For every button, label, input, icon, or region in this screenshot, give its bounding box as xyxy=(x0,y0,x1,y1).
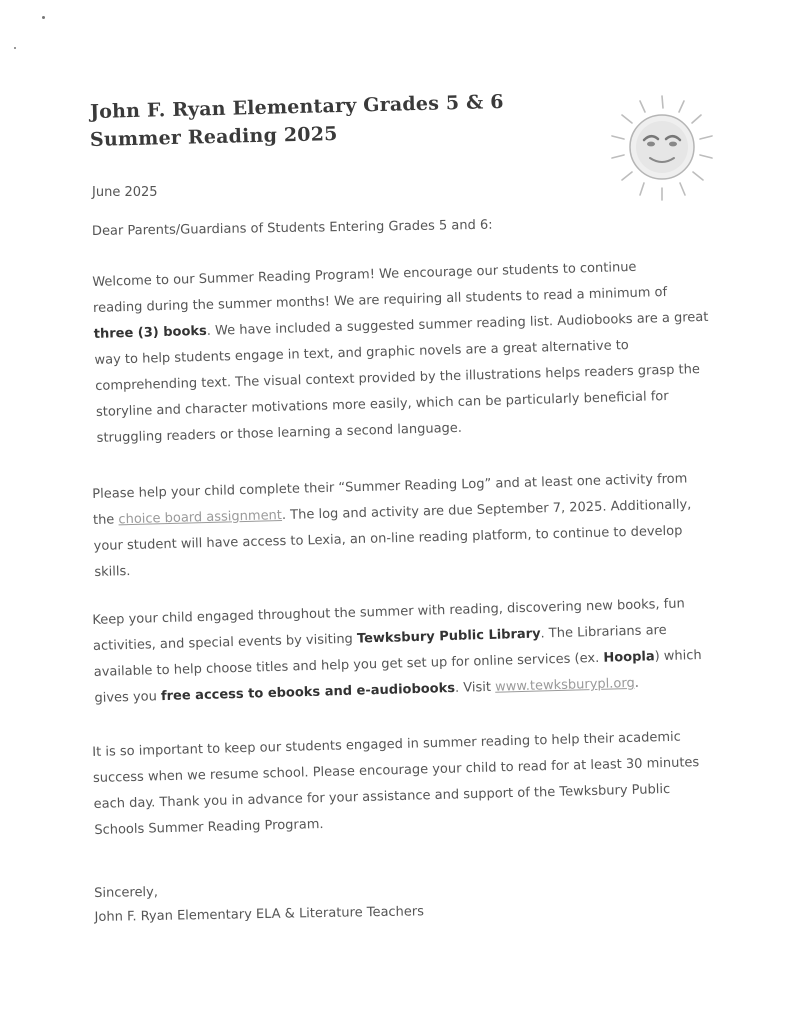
paragraph-reading-log xyxy=(92,466,715,586)
paragraph-line: Schools Summer Reading Program. xyxy=(94,816,324,838)
library-website-link[interactable]: www.tewksburypl.org xyxy=(494,675,635,695)
letter-greeting: Dear Parents/Guardians of Students Entering Grades 5 and 6: xyxy=(91,217,493,239)
paragraph-line: Please help your child complete their “Summer Reading Log” and at least one activity from xyxy=(92,471,688,502)
paragraph-line: the choice board assignment. The log and activity are due September 7, 2025. Additionally, xyxy=(92,497,692,528)
paragraph-line: storyline and character motivations more easily, which can be particularly beneficial for xyxy=(95,388,669,420)
letter-title-line-1: John F. Ryan Elementary Grades 5 & 6 xyxy=(89,90,504,124)
emphasis-text: free access to ebooks and e-audiobooks xyxy=(160,680,456,705)
emphasis-text: Hoopla xyxy=(603,649,655,666)
paragraph-line: skills. xyxy=(94,564,131,580)
emphasis-text: three (3) books xyxy=(93,323,208,342)
letter-date: June 2025 xyxy=(92,185,158,200)
emphasis-text: Tewksbury Public Library xyxy=(356,626,541,647)
paragraph-line: success when we resume school. Please encourage your child to read for at least 30 minutes xyxy=(92,755,700,786)
paragraph-line: It is so important to keep our students engaged in summer reading to help their academic xyxy=(92,729,682,760)
paragraph-line: comprehending text. The visual context provided by the illustrations helps readers grasp the xyxy=(95,362,701,394)
paragraph-line: Welcome to our Summer Reading Program! We encourage our students to continue xyxy=(92,259,637,290)
paragraph-line: activities, and special events by visiting Tewksbury Public Library. The Librarians are xyxy=(92,622,667,654)
scan-speck xyxy=(42,16,45,19)
paragraph-encouragement xyxy=(92,724,715,844)
paragraph-library xyxy=(92,591,715,712)
paragraph-line: your student will have access to Lexia, an on-line reading platform, to continue to develop xyxy=(93,523,683,554)
paragraph-line: available to help choose titles and help you get set up for online services (ex. Hoopla) which xyxy=(93,647,702,680)
scan-speck xyxy=(14,47,16,49)
signature-line: John F. Ryan Elementary ELA & Literature Teachers xyxy=(94,904,425,925)
paragraph-line: three (3) books. We have included a suggested summer reading list. Audiobooks are a great xyxy=(93,309,709,342)
letter-closing xyxy=(94,876,424,930)
paragraph-line: each day. Thank you in advance for your assistance and support of the Tewksbury Public xyxy=(93,781,671,812)
sun-icon xyxy=(600,88,724,208)
paragraph-welcome xyxy=(92,253,717,452)
paragraph-line: reading during the summer months! We are requiring all students to read a minimum of xyxy=(92,284,668,316)
paragraph-line: struggling readers or those learning a second language. xyxy=(96,420,463,446)
letter-title-line-2: Summer Reading 2025 xyxy=(89,122,338,152)
paragraph-line: Keep your child engaged throughout the summer with reading, discovering new books, fun xyxy=(92,596,685,628)
paragraph-line: way to help students engage in text, and graphic novels are a great alternative to xyxy=(94,338,629,368)
choice-board-link[interactable]: choice board assignment xyxy=(118,508,283,528)
closing-salutation: Sincerely, xyxy=(94,884,159,901)
paragraph-line: gives you free access to ebooks and e-audiobooks. Visit www.tewksburypl.org. xyxy=(94,675,640,706)
